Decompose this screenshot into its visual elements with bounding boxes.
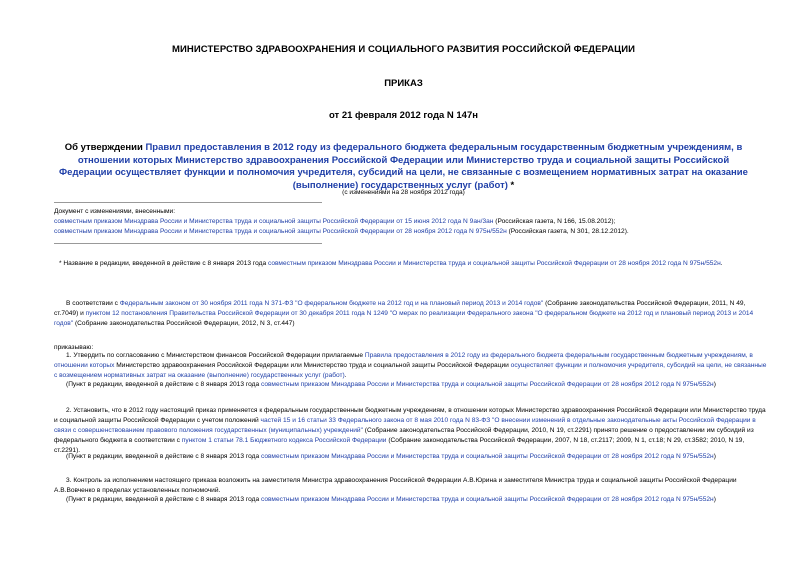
- edit-note-link-2[interactable]: совместным приказом Минздрава России и Министерства труда и социальной защиты Российской Федерации от 28 ноября 2012 года N 975н/552н: [260, 453, 714, 460]
- budget-code-link[interactable]: пунктом 1 статьи 78.1 Бюджетного кодекса Российской Федерации: [181, 437, 387, 444]
- law-83fz-link[interactable]: частей 15 и 16 статьи 33 Федерального закона от 8 мая 2010 года N 83-ФЗ "О внесении изменений в отдельные законодательные акты Российской Федерации в связи с совершенствованием правового положения государственных (муниципальных) учреждений": [54, 417, 756, 434]
- clause-2: [54, 406, 769, 456]
- change-tail-2: (Российская газета, N 301, 28.12.2012).: [506, 228, 629, 235]
- title-rules-link[interactable]: Правил предоставления в 2012 году из федерального бюджета федеральным государственным бюджетным учреждениям, в отношении которых Министерство здравоохранения Российской Федерации или Министерство труда и социальной защиты Российской Федерации осуществляет функции и полномочия учредителя, субсидий на цели, не связанные с возмещением нормативных затрат на оказание (выполнение) государственных услуг (работ): [59, 142, 748, 191]
- p4-text-2: (Собрание законодательства Российской Федерации, 2010, N 19, ст.2291) принято решение о предоставлении им субсидий из федерального бюджета в соответствии с: [54, 427, 754, 444]
- divider-top: [54, 202, 322, 203]
- title-footnote: [54, 259, 769, 269]
- doc-type-heading: ПРИКАЗ: [384, 78, 423, 89]
- clause-1-edit-note: [54, 380, 769, 390]
- title-prefix: Об утверждении: [64, 142, 146, 153]
- change-link-2[interactable]: совместным приказом Минздрава России и Министерства труда и социальной защиты Российской Федерации от 28 ноября 2012 года N 975н/552н: [54, 228, 507, 235]
- change-tail-1: (Российская газета, N 166, 15.08.2012);: [493, 218, 616, 225]
- change-item: [54, 227, 629, 237]
- rules-link-1[interactable]: Правила предоставления в 2012 году из федерального бюджета федеральным государственным бюджетным учреждениям, в отношении которых: [54, 352, 753, 369]
- divider-bottom: [54, 243, 322, 244]
- p5-text-2: ): [713, 453, 716, 460]
- p7-text-1: (Пункт в редакции, введенной в действие с 8 января 2013 года: [66, 496, 261, 503]
- title-suffix: *: [507, 179, 515, 191]
- revision-note: (с изменениями на 28 ноября 2012 года): [342, 189, 465, 196]
- date-number-heading: от 21 февраля 2012 года N 147н: [328, 110, 478, 121]
- change-item: [54, 217, 629, 227]
- government-resolution-link[interactable]: пунктом 12 постановления Правительства Российской Федерации от 30 декабря 2011 года N 1249 "О мерах по реализации Федерального закона "О федеральном бюджете на 2012 год и плановый период 2013 и 2014 годов": [54, 310, 754, 327]
- preamble-paragraph: [54, 299, 769, 329]
- p2-text-1: 1. Утвердить по согласованию с Министерством финансов Российской Федерации прилагаемые: [66, 352, 365, 359]
- p0-text-1: В соответствии с: [66, 300, 120, 307]
- document-title: [52, 142, 755, 192]
- p4-text-1: 2. Установить, что в 2012 году настоящий приказ применяется к федеральным государственным бюджетным учреждениям, в отношении которых Министерство здравоохранения Российской Федерации или Министерство труда и социальной защиты Российской Федерации с учетом положений: [54, 407, 766, 424]
- p3-text-2: ): [713, 381, 716, 388]
- change-link-1[interactable]: совместным приказом Минздрава России и Министерства труда и социальной защиты Российской Федерации от 15 июня 2012 года N 9ан/3ан: [54, 218, 494, 225]
- edit-note-link-3[interactable]: совместным приказом Минздрава России и Министерства труда и социальной защиты Российской Федерации от 28 ноября 2012 года N 975н/552н: [260, 496, 714, 503]
- footnote-suffix: .: [720, 260, 723, 267]
- clause-2-edit-note: [54, 452, 769, 462]
- order-word: приказываю:: [54, 344, 94, 351]
- clause-3-edit-note: [54, 495, 769, 505]
- footnote-link[interactable]: совместным приказом Минздрава России и Министерства труда и социальной защиты Российской Федерации от 28 ноября 2012 года N 975н/552н: [267, 260, 721, 267]
- ministry-heading: МИНИСТЕРСТВО ЗДРАВООХРАНЕНИЯ И СОЦИАЛЬНОГО РАЗВИТИЯ РОССИЙСКОЙ ФЕДЕРАЦИИ: [171, 44, 636, 55]
- changes-heading: Документ с изменениями, внесенными:: [54, 208, 176, 215]
- clause-3: 3. Контроль за исполнением настоящего приказа возложить на заместителя Министра здравоохранения Российской Федерации А.В.Юрина и заместителя Министра труда и социальной защиты Российской Федерации А.В.Вовченко в пределах установленных полномочий.: [54, 477, 737, 494]
- p2-text-2: Министерство здравоохранения Российской Федерации или Министерство труда и социальной защиты Российской Федерации: [114, 362, 511, 369]
- p5-text-1: (Пункт в редакции, введенной в действие с 8 января 2013 года: [66, 453, 261, 460]
- p7-text-2: ): [713, 496, 716, 503]
- p4-text-3: (Собрание законодательства Российской Федерации, 2007, N 18, ст.2117; 2009, N 1, ст.18; N 29, ст.3582; 2010, N 19, ст.2291).: [54, 437, 745, 454]
- edit-note-link-1[interactable]: совместным приказом Минздрава России и Министерства труда и социальной защиты Российской Федерации от 28 ноября 2012 года N 975н/552н: [260, 381, 714, 388]
- changes-block: [54, 207, 629, 237]
- federal-law-link[interactable]: Федеральным законом от 30 ноября 2011 года N 371-ФЗ "О федеральном бюджете на 2012 год и на плановый период 2013 и 2014 годов": [119, 300, 544, 307]
- clause-1: [54, 351, 769, 381]
- p0-text-2: (Собрание законодательства Российской Федерации, 2011, N 49, ст.7049) и: [54, 300, 746, 317]
- p0-text-3: (Собрание законодательства Российской Федерации, 2012, N 3, ст.447): [73, 320, 295, 327]
- p2-text-3: .: [344, 372, 347, 379]
- rules-link-2[interactable]: осуществляет функции и полномочия учредителя, субсидий на цели, не связанные с возмещением нормативных затрат на оказание (выполнение) государственных услуг (работ): [54, 362, 767, 379]
- p3-text-1: (Пункт в редакции, введенной в действие с 8 января 2013 года: [66, 381, 261, 388]
- footnote-prefix: * Название в редакции, введенной в действие с 8 января 2013 года: [59, 260, 268, 267]
